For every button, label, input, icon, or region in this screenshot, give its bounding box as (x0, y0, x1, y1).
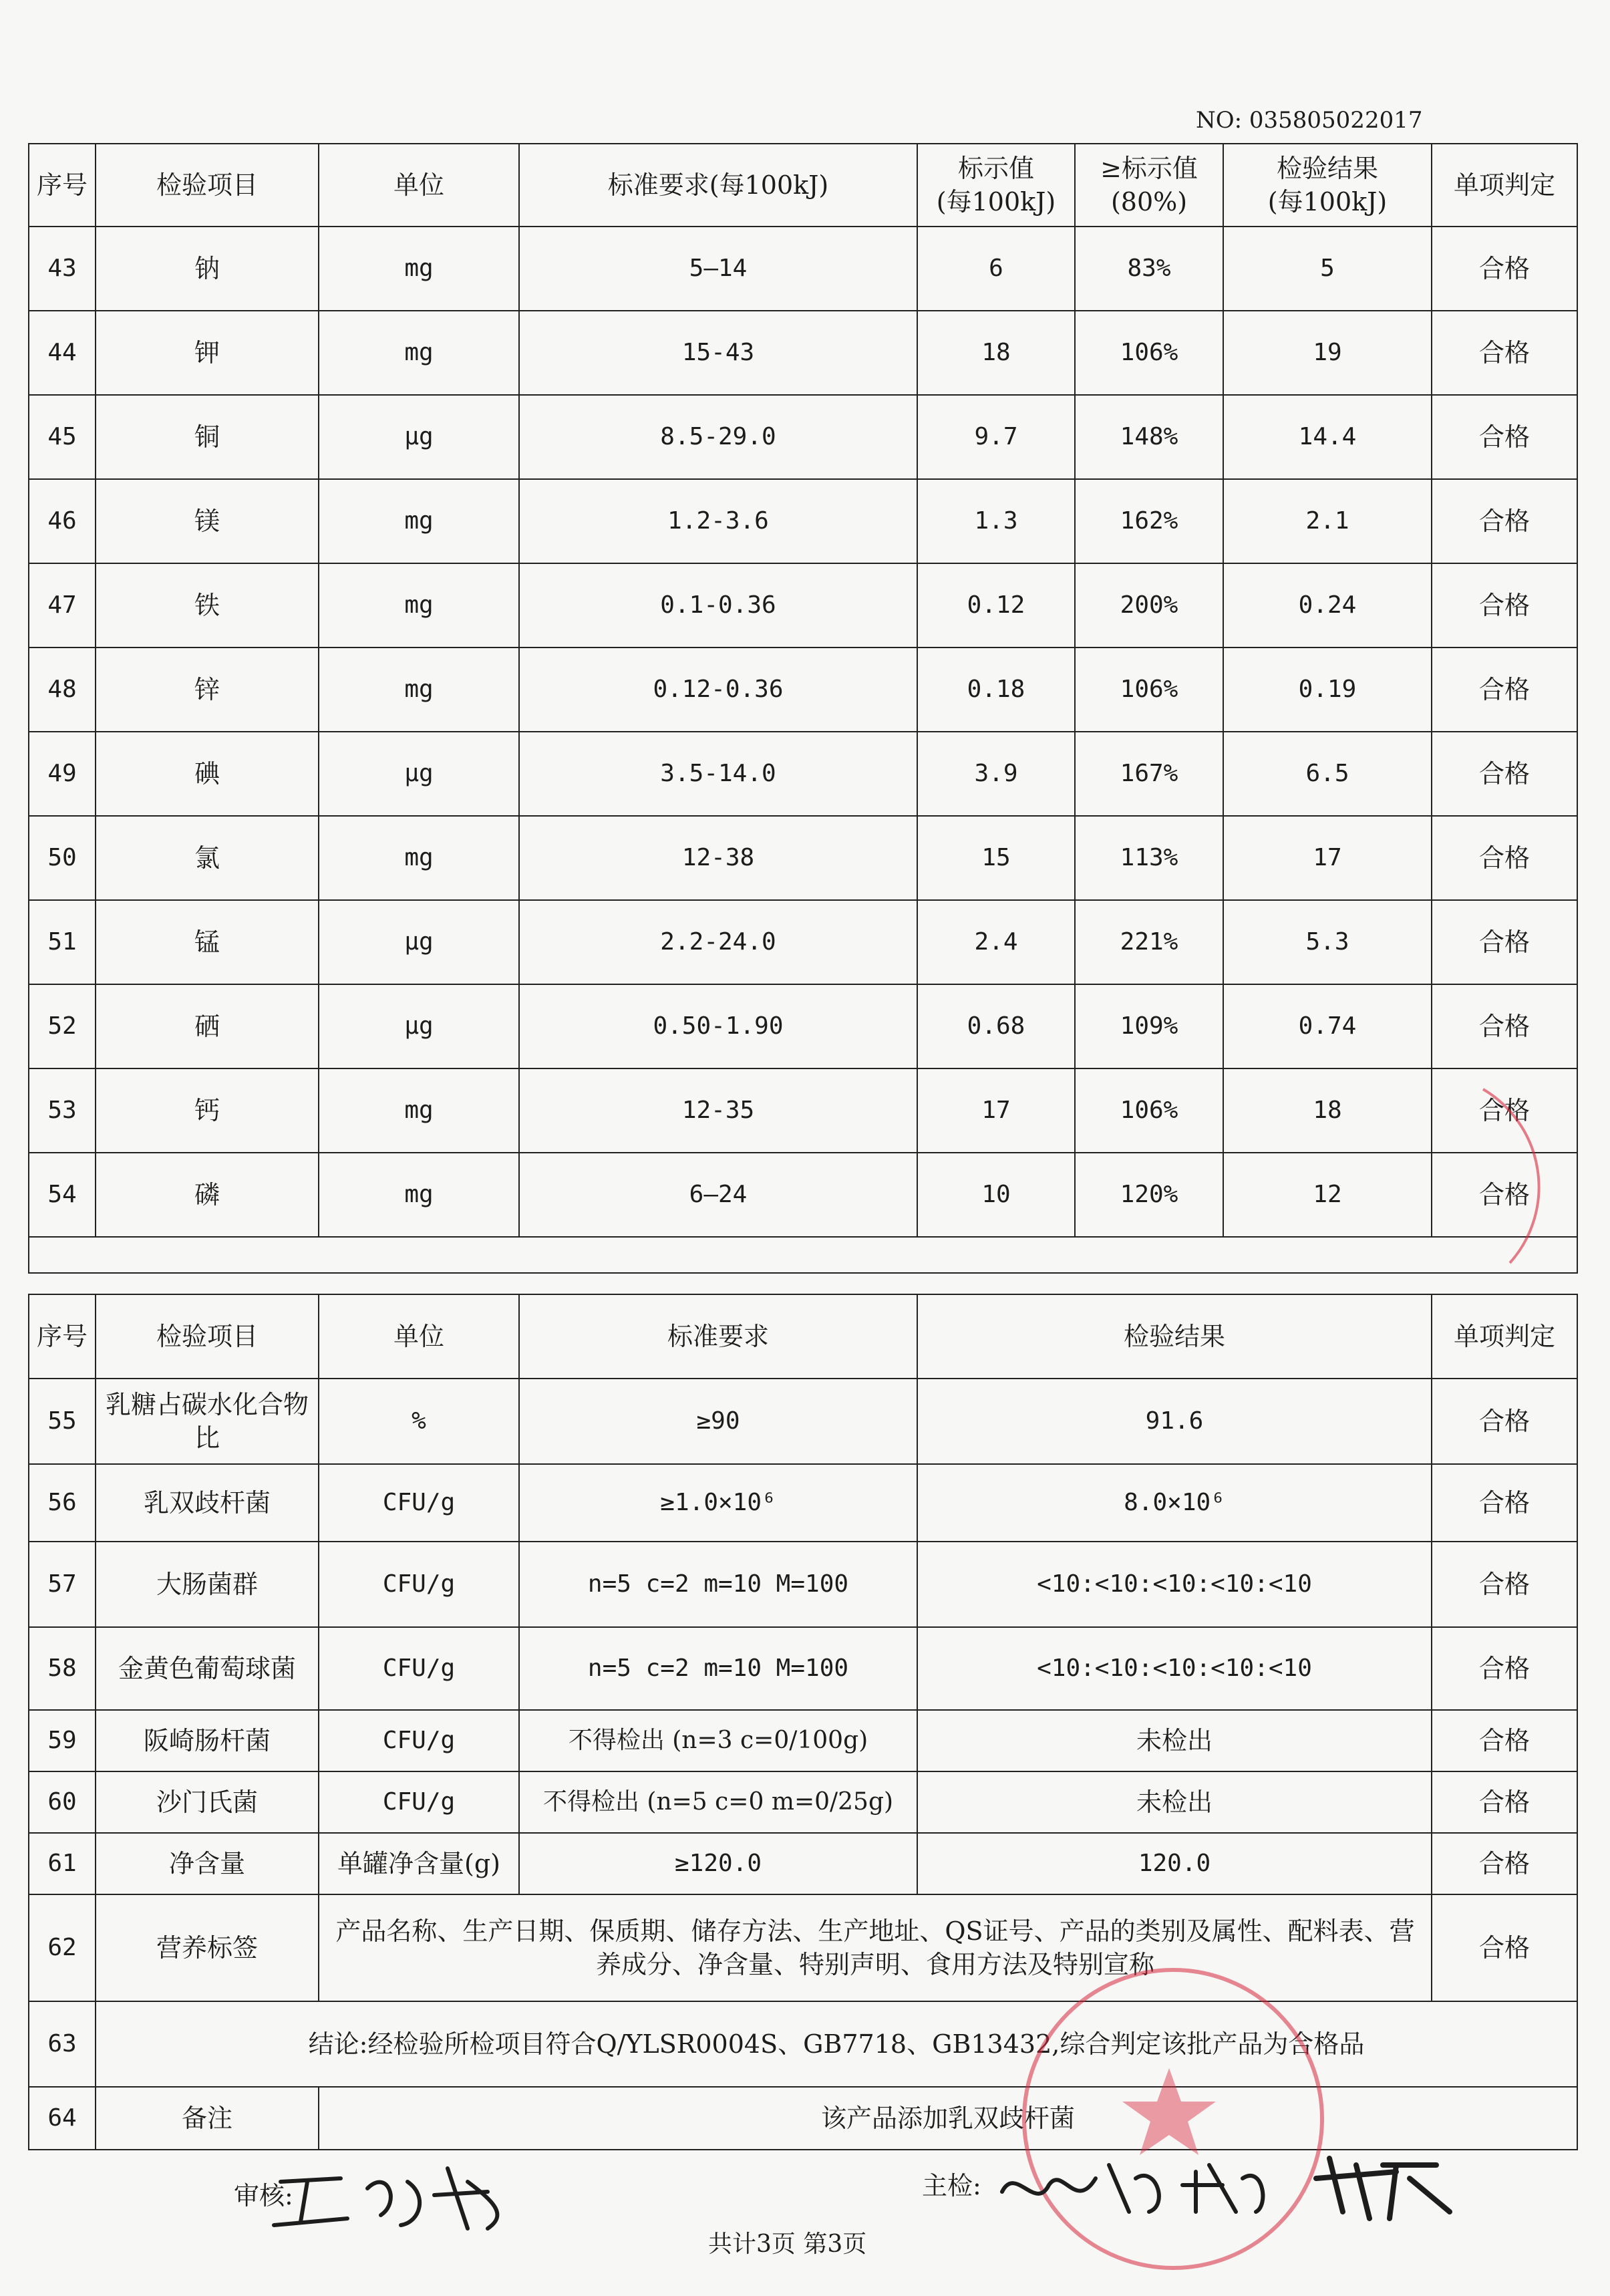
row-no: 44 (29, 311, 96, 395)
row-judgment: 合格 (1432, 1627, 1577, 1710)
table-row (29, 395, 1577, 479)
row-unit: % (319, 1379, 519, 1464)
header-item: 检验项目 (96, 1294, 319, 1379)
row-item: 钙 (96, 1068, 319, 1153)
row-no: 60 (29, 1771, 96, 1833)
header-unit: 单位 (319, 144, 519, 227)
row-unit: CFU/g (319, 1710, 519, 1771)
row-standard: 12-35 (519, 1068, 917, 1153)
row-unit: μg (319, 395, 519, 479)
row-no: 63 (29, 2001, 96, 2087)
table-row (29, 1771, 1577, 1833)
table-row (29, 732, 1577, 816)
row-standard: ≥1.0×10⁶ (519, 1464, 917, 1542)
reviewer-signature (267, 2142, 548, 2242)
row-result: 0.24 (1223, 563, 1432, 648)
header-standard: 标准要求 (519, 1294, 917, 1379)
row-judgment: 合格 (1432, 1068, 1577, 1153)
table-row (29, 1464, 1577, 1542)
table-row (29, 900, 1577, 984)
row-standard: 不得检出 (n=3 c=0/100g) (519, 1710, 917, 1771)
table-spacer-row (29, 1237, 1577, 1273)
row-item: 大肠菌群 (96, 1542, 319, 1627)
row-standard: 6—24 (519, 1153, 917, 1237)
row-labeled: 2.4 (917, 900, 1075, 984)
header-pct-line2: (80%) (1110, 187, 1188, 217)
row-labeled: 15 (917, 816, 1075, 900)
row-judgment: 合格 (1432, 1833, 1577, 1894)
row-standard: ≥120.0 (519, 1833, 917, 1894)
row-judgment: 合格 (1432, 648, 1577, 732)
table-row (29, 984, 1577, 1068)
table-row (29, 648, 1577, 732)
row-no: 45 (29, 395, 96, 479)
row-standard: 2.2-24.0 (519, 900, 917, 984)
row-standard: n=5 c=2 m=10 M=100 (519, 1542, 917, 1627)
table-row (29, 1710, 1577, 1771)
quality-table-header (29, 1294, 1577, 1379)
row-unit: mg (319, 1068, 519, 1153)
table-row (29, 1833, 1577, 1894)
row-standard: 0.12-0.36 (519, 648, 917, 732)
header-labeled-line2: (每100kJ) (936, 187, 1056, 217)
row-no: 56 (29, 1464, 96, 1542)
row-pct: 109% (1075, 984, 1223, 1068)
row-no: 59 (29, 1710, 96, 1771)
row-no: 62 (29, 1894, 96, 2001)
row-judgment: 合格 (1432, 1710, 1577, 1771)
remark-text: 该产品添加乳双歧杆菌 (319, 2087, 1577, 2150)
row-standard: 0.50-1.90 (519, 984, 917, 1068)
header-unit: 单位 (319, 1294, 519, 1379)
table-row (29, 1627, 1577, 1710)
row-pct: 148% (1075, 395, 1223, 479)
page-info: 共计3页 第3页 (708, 2231, 867, 2258)
row-judgment: 合格 (1432, 311, 1577, 395)
stamp-arc-mark (1470, 1083, 1610, 1270)
row-labeled: 1.3 (917, 479, 1075, 563)
row-standard: 不得检出 (n=5 c=0 m=0/25g) (519, 1771, 917, 1833)
row-unit: mg (319, 563, 519, 648)
row-item: 阪崎肠杆菌 (96, 1710, 319, 1771)
table-row (29, 1379, 1577, 1464)
row-labeled: 9.7 (917, 395, 1075, 479)
reviewer-label: 审核: (234, 2181, 293, 2210)
row-labeled: 0.18 (917, 648, 1075, 732)
header-result: 检验结果 (917, 1294, 1432, 1379)
row-unit: μg (319, 900, 519, 984)
nutrition-label-text: 产品名称、生产日期、保质期、储存方法、生产地址、QS证号、产品的类别及属性、配料表、营养成分、净含量、特别声明、食用方法及特别宣称 (319, 1894, 1432, 2001)
row-pct: 221% (1075, 900, 1223, 984)
row-no: 58 (29, 1627, 96, 1710)
row-unit: μg (319, 984, 519, 1068)
report-number: NO: 035805022017 (1196, 107, 1423, 134)
row-no: 49 (29, 732, 96, 816)
row-judgment: 合格 (1432, 1153, 1577, 1237)
table-row (29, 1542, 1577, 1627)
row-result: 未检出 (917, 1771, 1432, 1833)
row-result: 12 (1223, 1153, 1432, 1237)
row-result: 14.4 (1223, 395, 1432, 479)
row-no: 55 (29, 1379, 96, 1464)
row-item: 钠 (96, 227, 319, 311)
row-result: 6.5 (1223, 732, 1432, 816)
table-row (29, 479, 1577, 563)
row-unit: mg (319, 1153, 519, 1237)
row-judgment: 合格 (1432, 1379, 1577, 1464)
row-standard: n=5 c=2 m=10 M=100 (519, 1627, 917, 1710)
row-labeled: 0.68 (917, 984, 1075, 1068)
row-judgment: 合格 (1432, 395, 1577, 479)
row-labeled: 3.9 (917, 732, 1075, 816)
header-judgment: 单项判定 (1432, 1294, 1577, 1379)
row-pct: 106% (1075, 648, 1223, 732)
row-unit: mg (319, 816, 519, 900)
row-pct: 120% (1075, 1153, 1223, 1237)
row-unit: mg (319, 479, 519, 563)
header-pct (1075, 144, 1223, 227)
stamp-arc-path (1483, 1089, 1539, 1263)
row-no: 50 (29, 816, 96, 900)
header-no: 序号 (29, 1294, 96, 1379)
header-result (1223, 144, 1432, 227)
header-result-line2: (每100kJ) (1267, 187, 1388, 217)
header-item: 检验项目 (96, 144, 319, 227)
header-result-line1: 检验结果 (1276, 154, 1378, 183)
row-unit: mg (319, 311, 519, 395)
row-judgment: 合格 (1432, 732, 1577, 816)
header-standard: 标准要求(每100kJ) (519, 144, 917, 227)
table-row (29, 816, 1577, 900)
row-item: 乳糖占碳水化合物比 (96, 1379, 319, 1464)
row-judgment: 合格 (1432, 227, 1577, 311)
remark-label: 备注 (96, 2087, 319, 2150)
row-no: 51 (29, 900, 96, 984)
row-item: 镁 (96, 479, 319, 563)
row-pct: 83% (1075, 227, 1223, 311)
header-no: 序号 (29, 144, 96, 227)
inspector-signatures (995, 2138, 1463, 2225)
row-result: 0.19 (1223, 648, 1432, 732)
row-item: 营养标签 (96, 1894, 319, 2001)
row-judgment: 合格 (1432, 479, 1577, 563)
header-pct-line1: ≥标示值 (1100, 154, 1198, 183)
row-judgment: 合格 (1432, 563, 1577, 648)
row-labeled: 0.12 (917, 563, 1075, 648)
row-no: 43 (29, 227, 96, 311)
nutrient-table-header (29, 144, 1577, 227)
row-standard: 8.5-29.0 (519, 395, 917, 479)
row-item: 乳双歧杆菌 (96, 1464, 319, 1542)
row-no: 53 (29, 1068, 96, 1153)
row-standard: 12-38 (519, 816, 917, 900)
row-unit: 单罐净含量(g) (319, 1833, 519, 1894)
table-row (29, 563, 1577, 648)
row-item: 硒 (96, 984, 319, 1068)
row-result: 5 (1223, 227, 1432, 311)
row-item: 锌 (96, 648, 319, 732)
row-pct: 106% (1075, 311, 1223, 395)
row-judgment: 合格 (1432, 1464, 1577, 1542)
row-judgment: 合格 (1432, 984, 1577, 1068)
row-item: 铁 (96, 563, 319, 648)
row-no: 48 (29, 648, 96, 732)
row-item: 钾 (96, 311, 319, 395)
row-item: 铜 (96, 395, 319, 479)
nutrient-table (28, 143, 1578, 1274)
table-row (29, 311, 1577, 395)
row-unit: mg (319, 648, 519, 732)
table-row (29, 1153, 1577, 1237)
row-result: 91.6 (917, 1379, 1432, 1464)
row-unit: μg (319, 732, 519, 816)
row-no: 46 (29, 479, 96, 563)
row-item: 磷 (96, 1153, 319, 1237)
row-item: 氯 (96, 816, 319, 900)
row-judgment: 合格 (1432, 816, 1577, 900)
row-unit: CFU/g (319, 1542, 519, 1627)
row-no: 47 (29, 563, 96, 648)
row-judgment: 合格 (1432, 1542, 1577, 1627)
row-pct: 162% (1075, 479, 1223, 563)
row-labeled: 17 (917, 1068, 1075, 1153)
header-labeled-line1: 标示值 (957, 154, 1034, 183)
row-pct: 200% (1075, 563, 1223, 648)
row-result: <10:<10:<10:<10:<10 (917, 1627, 1432, 1710)
conclusion-text: 结论:经检验所检项目符合Q/YLSR0004S、GB7718、GB13432,综合判定该批产品为合格品 (96, 2001, 1577, 2087)
row-pct: 106% (1075, 1068, 1223, 1153)
row-no: 61 (29, 1833, 96, 1894)
row-unit: CFU/g (319, 1627, 519, 1710)
row-result: 未检出 (917, 1710, 1432, 1771)
row-no: 64 (29, 2087, 96, 2150)
row-result: 8.0×10⁶ (917, 1464, 1432, 1542)
row-judgment: 合格 (1432, 900, 1577, 984)
row-result: 0.74 (1223, 984, 1432, 1068)
conclusion-row (29, 2001, 1577, 2087)
row-result: <10:<10:<10:<10:<10 (917, 1542, 1432, 1627)
row-result: 18 (1223, 1068, 1432, 1153)
row-result: 2.1 (1223, 479, 1432, 563)
row-result: 120.0 (917, 1833, 1432, 1894)
row-standard: 5—14 (519, 227, 917, 311)
row-result: 5.3 (1223, 900, 1432, 984)
inspector-label: 主检: (922, 2171, 981, 2200)
row-labeled: 6 (917, 227, 1075, 311)
row-labeled: 18 (917, 311, 1075, 395)
header-labeled (917, 144, 1075, 227)
row-result: 17 (1223, 816, 1432, 900)
row-no: 54 (29, 1153, 96, 1237)
row-standard: 3.5-14.0 (519, 732, 917, 816)
row-standard: ≥90 (519, 1379, 917, 1464)
table-row (29, 1068, 1577, 1153)
row-item: 锰 (96, 900, 319, 984)
row-pct: 167% (1075, 732, 1223, 816)
spacer-cell (29, 1237, 1577, 1273)
row-judgment: 合格 (1432, 1771, 1577, 1833)
row-item: 沙门氏菌 (96, 1771, 319, 1833)
row-item: 净含量 (96, 1833, 319, 1894)
header-judgment: 单项判定 (1432, 144, 1577, 227)
nutrition-label-row (29, 1894, 1577, 2001)
row-standard: 15-43 (519, 311, 917, 395)
row-unit: CFU/g (319, 1464, 519, 1542)
row-unit: mg (319, 227, 519, 311)
row-standard: 0.1-0.36 (519, 563, 917, 648)
row-pct: 113% (1075, 816, 1223, 900)
row-no: 57 (29, 1542, 96, 1627)
quality-table (28, 1294, 1578, 2150)
row-item: 碘 (96, 732, 319, 816)
row-standard: 1.2-3.6 (519, 479, 917, 563)
row-item: 金黄色葡萄球菌 (96, 1627, 319, 1710)
table-row (29, 227, 1577, 311)
row-labeled: 10 (917, 1153, 1075, 1237)
row-judgment: 合格 (1432, 1894, 1577, 2001)
row-no: 52 (29, 984, 96, 1068)
row-result: 19 (1223, 311, 1432, 395)
row-unit: CFU/g (319, 1771, 519, 1833)
